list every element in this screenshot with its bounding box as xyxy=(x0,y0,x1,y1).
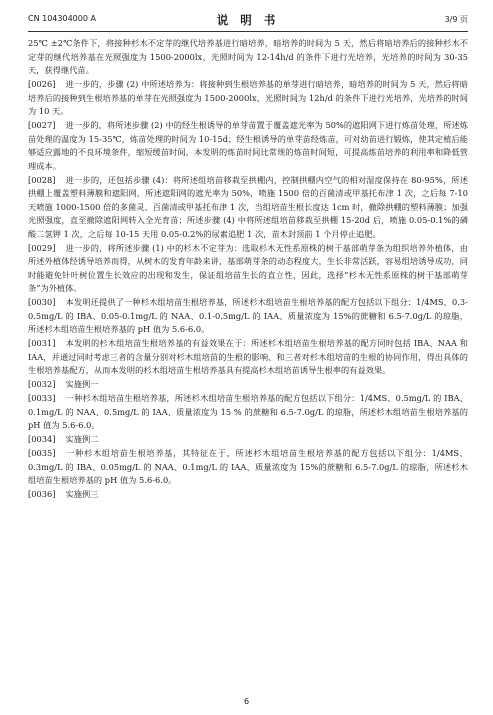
paragraph-number: [0033] xyxy=(28,393,56,403)
paragraph xyxy=(28,378,468,392)
document-title: 说 明 书 xyxy=(216,13,280,27)
paragraph-number: [0036] xyxy=(28,489,56,499)
paragraph-number: [0029] xyxy=(28,242,56,253)
paragraph xyxy=(28,488,468,502)
paragraph-number: [0031] xyxy=(28,338,56,348)
paragraph xyxy=(28,447,468,488)
patent-number: CN 104304000 A xyxy=(28,14,96,23)
paragraph-continuation xyxy=(28,37,468,78)
page-number: 6 xyxy=(243,697,250,706)
paragraph xyxy=(28,433,468,447)
document-body xyxy=(28,37,468,502)
paragraph xyxy=(28,296,468,337)
paragraph-text: 进一步的，步骤 (2) 中所述培养为：将接种到生根培养基的单芽进行暗培养，暗培养的时间为 5 天，然后将暗培养后的接种到生根培养基的单芽在光照强度为 1500-2000lx，光照时间为 12h/d 的条件下进行光培养，光培养的时间为 10 天。 xyxy=(28,79,468,116)
paragraph xyxy=(28,78,468,119)
paragraph xyxy=(28,337,468,378)
paragraph-text: 进一步的，将所述步骤 (2) 中的经生根诱导的单芽苗置于覆盖遮光率为 50%的遮阳网下进行炼苗处理，所述炼苗处理的温度为 15-35℃，炼苗处理的时间为 10-15d；经生根诱导的单芽苗经炼苗，可对幼苗进行锻炼，使其定植后能够适应露地的不良环境条件，缩短缓苗时间，本发明的炼苗时间比常规的炼苗时间短，可提高炼苗培养的利用率和降低管理成本。 xyxy=(28,120,468,171)
paragraph-number: [0034] xyxy=(28,434,56,444)
page-indicator: 3/9 页 xyxy=(444,15,468,24)
paragraph-text: 一种杉木组培苗生根培养基，其特征在于，所述杉木组培苗生根培养基的配方包括以下组分：1/4MS、0.3mg/L 的 IBA、0.05mg/L 的 NAA、0.1mg/L 的 IAA、质量浓度为 15%的蔗糖和 6.5-7.0g/L 的琼脂，所述杉木组培苗生根培养基的 pH 值为 5.6-6.0。 xyxy=(28,448,468,485)
header-rule xyxy=(28,31,468,32)
paragraph xyxy=(28,174,468,242)
page-header xyxy=(28,12,468,28)
paragraph-text: 本发明的杉木组培苗生根培养基的有益效果在于：所述杉木组培苗生根培养基的配方同时包括 IBA、NAA 和 IAA，并通过同时考虑三者的含量分别对杉木组培苗的生根的影响、和三者对杉木组培苗的生根的协同作用，得出具体的生根培养基配方，从而本发明的杉木组培苗生根培养基具有提高杉木组培苗诱导生根率的有益效果。 xyxy=(28,338,468,375)
section-heading: 实施例二 xyxy=(65,434,99,444)
section-heading: 实施例一 xyxy=(65,379,99,389)
paragraph-number: [0028] xyxy=(28,174,56,185)
paragraph-text: 25℃ ±2℃条件下，将接种杉木不定芽的继代培养基进行暗培养，暗培养的时间为 5 天，然后将暗培养后的接种杉木不定芽的继代培养基在光照强度为 1500-2000lx、光照时间为 12-14h/d 的条件下进行光培养，光培养的时间为 30-35 天，获得继代苗。 xyxy=(28,38,468,75)
paragraph-number: [0030] xyxy=(28,297,56,307)
paragraph xyxy=(28,392,468,433)
paragraph-text: 本发明还提供了一种杉木组培苗生根培养基，所述杉木组培苗生根培养基的配方包括以下组分：1/4MS、0.3-0.5mg/L 的 IBA、0.05-0.1mg/L 的 NAA、0.1-0.5mg/L 的 IAA、质量浓度为 15%的蔗糖和 6.5-7.0g/L 的琼脂，所述杉木组培苗生根培养基的 pH 值为 5.6-6.0。 xyxy=(28,297,468,334)
paragraph-number: [0035] xyxy=(28,448,56,458)
paragraph-text: 一种杉木组培苗生根培养基，所述杉木组培苗生根培养基的配方包括以下组分：1/4MS、0.5mg/L 的 IBA、0.1mg/L 的 NAA、0.5mg/L 的 IAA、质量浓度为 15 % 的蔗糖和 6.5-7.0g/L 的琼脂，所述杉木组培苗生根培养基的 pH 值为 5.6-6.0。 xyxy=(28,393,468,430)
paragraph-text: 进一步的，还包括步骤 (4)：将所述组培苗移栽至拱棚内，控制拱棚内空气的相对湿度保持在 80-95%，所述拱棚上覆盖塑料薄膜和遮阳网，所述遮阳网的遮光率为 50%，喷施 1500 倍的百菌清或甲基托布津 1 次，之后每 7-10 天喷施 1000-1500 倍的多菌灵、百菌清或甲基托布津 1 次，当组培苗生根长度达 1cm 时，撤除拱棚的塑料薄膜；加强光照强度，直至撤除遮阳网转入全光育苗；所述步骤 (4) 中将所述组培苗移栽至拱棚 15-20d 后，喷施 0.05-0.1%的磷酸二氢钾 1 次，之后每 10-15 天用 0.05-0.2%的尿素追肥 1 次，苗木封顶前 1 个月停止追肥。 xyxy=(28,174,468,239)
paragraph-number: [0026] xyxy=(28,79,56,89)
paragraph-text: 进一步的，将所述步骤 (1) 中的杉木不定芽为：选取杉木无性系原株的树干基部萌芽条为组织培养外植体，由所述外植体经诱导培养而得，从树木的发育年龄来讲，基部萌芽条的动态程度大，生长非常活跃，容易组培诱导成功，同时能避免针叶树位置生长效应的出现和发生，保证组培苗生长的直立性，因此，选择“杉木无性系原株的树干基部萌芽条”为外植体。 xyxy=(28,242,468,293)
paragraph xyxy=(28,119,468,173)
paragraph-number: [0032] xyxy=(28,379,56,389)
section-heading: 实施例三 xyxy=(65,489,99,499)
paragraph-number: [0027] xyxy=(28,120,56,130)
paragraph xyxy=(28,242,468,296)
